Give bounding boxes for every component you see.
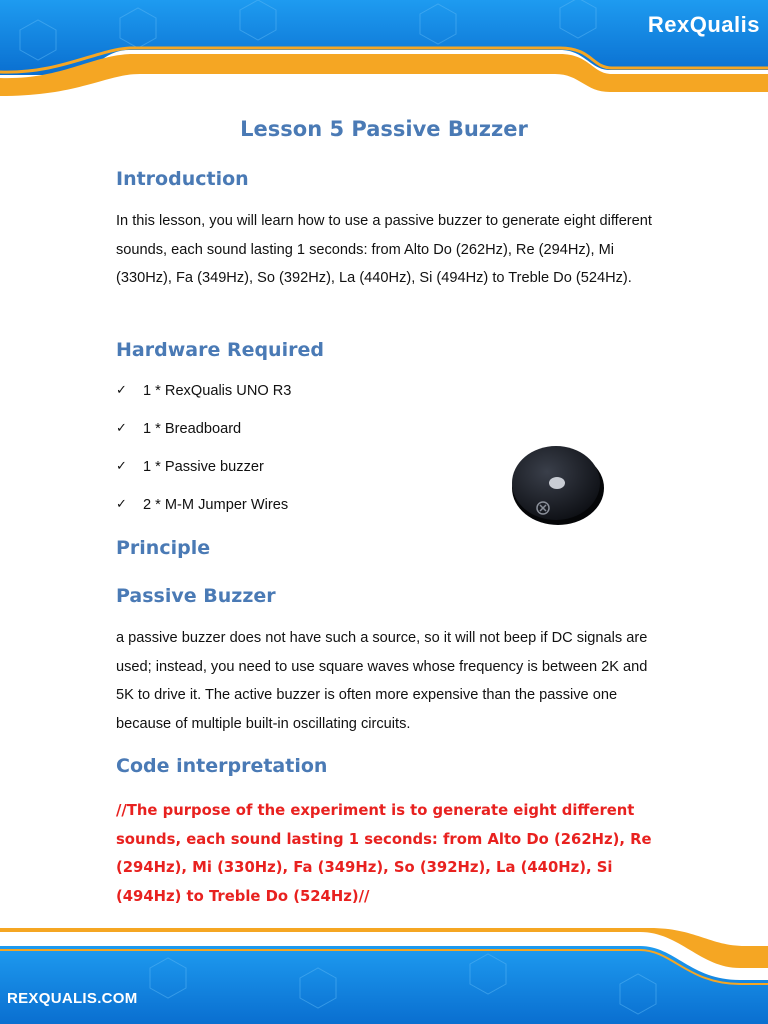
footer-banner-graphic [0, 928, 768, 1024]
hardware-item-label: 1 * Breadboard [143, 421, 242, 437]
code-heading: Code interpretation [116, 755, 328, 777]
passive-buzzer-heading: Passive Buzzer [116, 585, 276, 607]
check-icon: ✓ [116, 421, 127, 436]
list-item [116, 494, 291, 532]
hardware-item-label: 1 * RexQualis UNO R3 [143, 383, 292, 399]
check-icon: ✓ [116, 497, 127, 512]
list-item [116, 380, 291, 418]
passive-buzzer-text: a passive buzzer does not have such a source, so it will not beep if DC signals are used; instead, you need to use square waves whose frequency is between 2K and 5K to drive it. The active buzzer is often more expensive than the passive one because of multiple built-in oscillating circuits. [116, 630, 648, 732]
page-title: Lesson 5 Passive Buzzer [240, 117, 528, 141]
code-comment: //The purpose of the experiment is to generate eight different sounds, each sound lasting 1 seconds: from Alto Do (262Hz), Re (294Hz), Mi (330Hz), Fa (349Hz), So (392Hz), La (440Hz), Si (494Hz) to Treble Do (524Hz)// [116, 802, 652, 905]
principle-heading: Principle [116, 537, 211, 559]
brand-logo [648, 12, 760, 38]
buzzer-icon [508, 438, 608, 528]
footer-banner [0, 928, 768, 1024]
hardware-heading: Hardware Required [116, 339, 324, 361]
introduction-heading: Introduction [116, 168, 249, 190]
hardware-item-label: 2 * M-M Jumper Wires [143, 497, 289, 513]
passive-buzzer-image [508, 438, 608, 528]
hardware-item-label: 1 * Passive buzzer [143, 459, 264, 475]
check-icon: ✓ [116, 383, 127, 398]
footer-website-link[interactable]: REXQUALIS.COM [7, 990, 138, 1007]
hardware-list [116, 380, 291, 532]
list-item [116, 418, 291, 456]
list-item [116, 456, 291, 494]
brand-logo-text: RexQualis [647, 12, 760, 37]
check-icon: ✓ [116, 459, 127, 474]
introduction-text: In this lesson, you will learn how to use a passive buzzer to generate eight different sounds, each sound lasting 1 seconds: from Alto Do (262Hz), Re (294Hz), Mi (330Hz), Fa (349Hz), So (392Hz), La (440Hz), Si (494Hz) to Treble Do (524Hz). [116, 213, 652, 286]
